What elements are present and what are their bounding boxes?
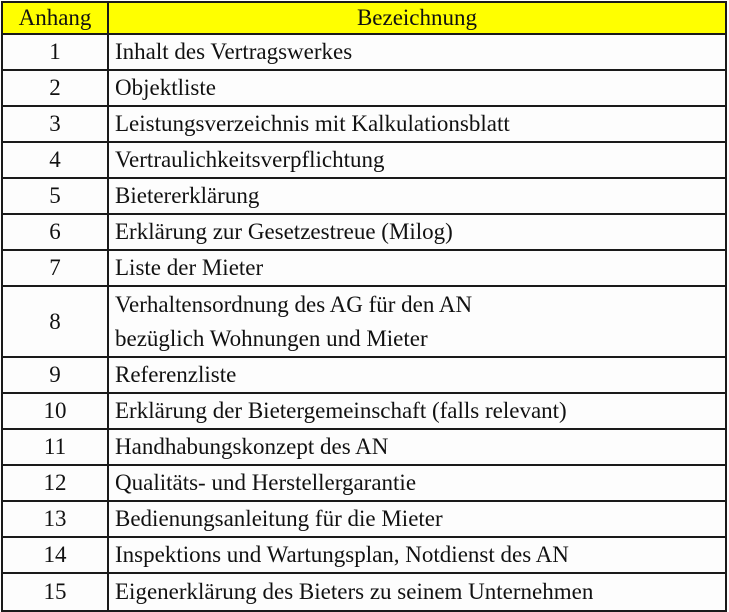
- row-description: [108, 106, 726, 142]
- table-row: [2, 34, 726, 70]
- table-row: [2, 286, 726, 357]
- row-number: 8: [2, 286, 108, 357]
- row-description-line: Inspektions und Wartungsplan, Notdienst des AN: [115, 542, 569, 567]
- row-description-line: Vertraulichkeitsverpflichtung: [115, 147, 385, 172]
- table-row: [2, 429, 726, 465]
- row-number: 2: [2, 70, 108, 106]
- row-number: 15: [2, 573, 108, 611]
- row-description: [108, 214, 726, 250]
- row-description: [108, 573, 726, 611]
- row-description: [108, 429, 726, 465]
- table-row: [2, 250, 726, 286]
- row-description: [108, 142, 726, 178]
- table-row: [2, 465, 726, 501]
- row-description: [108, 537, 726, 573]
- row-number: 3: [2, 106, 108, 142]
- row-description: [108, 34, 726, 70]
- row-description-line: Leistungsverzeichnis mit Kalkulationsblatt: [115, 111, 510, 136]
- header-anhang: Anhang: [2, 2, 108, 34]
- row-description: [108, 501, 726, 537]
- row-number: 14: [2, 537, 108, 573]
- table-row: [2, 537, 726, 573]
- annex-table: [1, 1, 727, 612]
- row-description-line: Erklärung der Bietergemeinschaft (falls relevant): [115, 398, 567, 423]
- row-number: 4: [2, 142, 108, 178]
- table-row: [2, 70, 726, 106]
- row-description-line: Referenzliste: [115, 362, 237, 387]
- row-description: [108, 357, 726, 393]
- row-description: [108, 70, 726, 106]
- row-number: 1: [2, 34, 108, 70]
- table-row: [2, 214, 726, 250]
- row-description-line: Liste der Mieter: [115, 255, 264, 280]
- table-row: [2, 178, 726, 214]
- row-number: 13: [2, 501, 108, 537]
- row-description-line: Handhabungskonzept des AN: [115, 434, 389, 459]
- table-row: [2, 106, 726, 142]
- row-description: [108, 393, 726, 429]
- row-description-line: Inhalt des Vertragswerkes: [115, 39, 353, 64]
- row-number: 5: [2, 178, 108, 214]
- row-number: 7: [2, 250, 108, 286]
- row-description-line: bezüglich Wohnungen und Mieter: [115, 325, 428, 351]
- row-number: 12: [2, 465, 108, 501]
- row-description: [108, 250, 726, 286]
- row-description-line: Verhaltensordnung des AG für den AN: [115, 291, 473, 317]
- row-description-line: Bedienungsanleitung für die Mieter: [115, 506, 443, 531]
- header-bezeichnung: Bezeichnung: [108, 2, 726, 34]
- row-number: 6: [2, 214, 108, 250]
- table-header-row: [2, 2, 726, 34]
- row-description-line: Qualitäts- und Herstellergarantie: [115, 470, 417, 495]
- row-description: [108, 178, 726, 214]
- row-description-line: Bietererklärung: [115, 183, 260, 208]
- row-number: 11: [2, 429, 108, 465]
- row-number: 9: [2, 357, 108, 393]
- table-row: [2, 357, 726, 393]
- table-row: [2, 501, 726, 537]
- row-description: [108, 286, 726, 357]
- row-description: [108, 465, 726, 501]
- table-row: [2, 142, 726, 178]
- row-number: 10: [2, 393, 108, 429]
- row-description-line: Erklärung zur Gesetzestreue (Milog): [115, 219, 453, 244]
- row-description-line: Objektliste: [115, 75, 216, 100]
- row-description-line: Eigenerklärung des Bieters zu seinem Unternehmen: [115, 579, 594, 604]
- table-row: [2, 573, 726, 611]
- table-row: [2, 393, 726, 429]
